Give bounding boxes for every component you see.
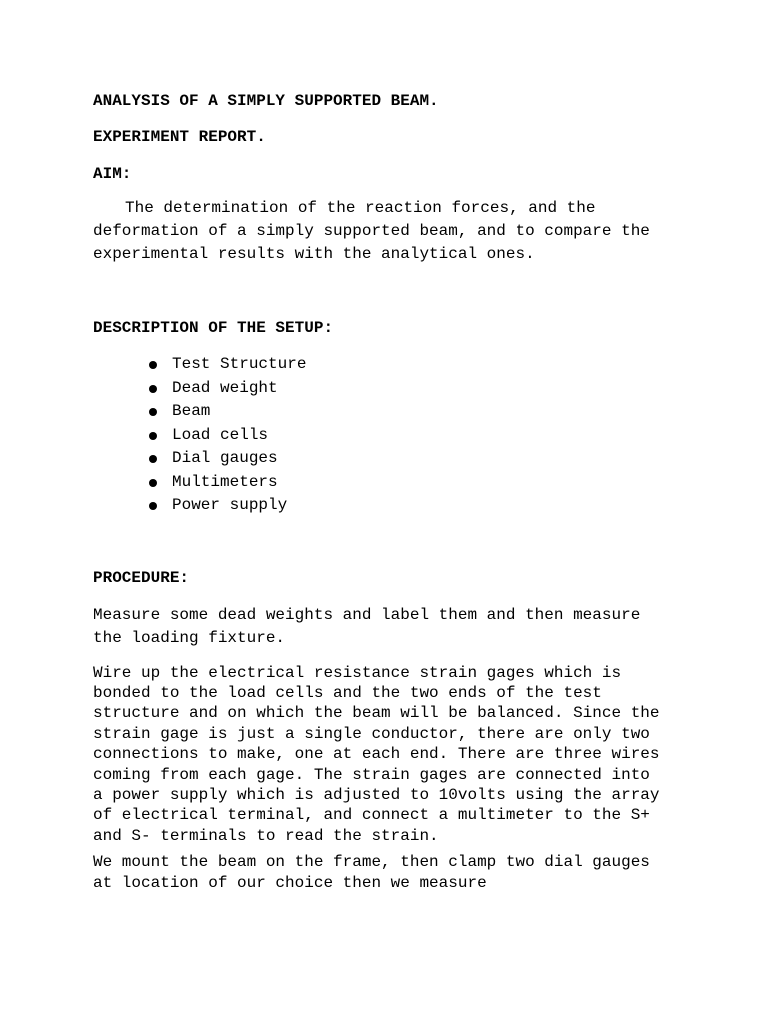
procedure-paragraph-2: Wire up the electrical resistance strain gages which is bonded to the load cells and the two ends of the test structure and on which the beam will be balanced. Since the strain gage is just a single conductor, there are only two connections to make, one at each end. There are three wires coming from each gage. The strain gages are connected into a power supply which is adjusted to 10volts using the array of electrical terminal, and connect a multimeter to the S+ and S- terminals to read the strain. <box>93 663 660 845</box>
report-subtitle: EXPERIMENT REPORT. <box>93 128 266 146</box>
aim-heading: AIM: <box>93 165 132 183</box>
bullet-icon <box>149 385 157 393</box>
list-item-label: Dial gauges <box>172 449 278 467</box>
list-item <box>147 377 663 401</box>
list-item <box>147 471 663 495</box>
list-item-label: Test Structure <box>172 355 307 373</box>
list-item <box>147 494 663 518</box>
list-item-label: Load cells <box>172 425 269 444</box>
procedure-paragraph-1: Measure some dead weights and label them and then measure the loading fixture. <box>93 605 641 647</box>
bullet-icon <box>149 479 157 487</box>
bullet-icon <box>149 408 157 416</box>
list-item-label: Dead weight <box>172 378 278 397</box>
procedure-paragraph-3: We mount the beam on the frame, then clamp two dial gauges at location of our choice then we measure <box>93 853 650 892</box>
list-item-label: Power supply <box>172 496 288 514</box>
setup-list <box>93 353 663 518</box>
bullet-icon <box>149 432 157 440</box>
list-item <box>147 353 663 377</box>
list-item <box>147 400 663 424</box>
list-item <box>147 424 663 448</box>
list-item-label: Multimeters <box>172 472 278 491</box>
aim-paragraph: The determination of the reaction forces, and the deformation of a simply supported beam, and to compare the experimental results with the analytical ones. <box>93 199 650 263</box>
procedure-heading: PROCEDURE: <box>93 568 190 587</box>
bullet-icon <box>149 502 157 510</box>
list-item-label: Beam <box>172 402 211 420</box>
list-item <box>147 447 663 471</box>
setup-heading: DESCRIPTION OF THE SETUP: <box>93 319 334 337</box>
document-page <box>93 91 663 893</box>
bullet-icon <box>149 455 157 463</box>
bullet-icon <box>149 361 157 369</box>
document-title: ANALYSIS OF A SIMPLY SUPPORTED BEAM. <box>93 92 439 110</box>
